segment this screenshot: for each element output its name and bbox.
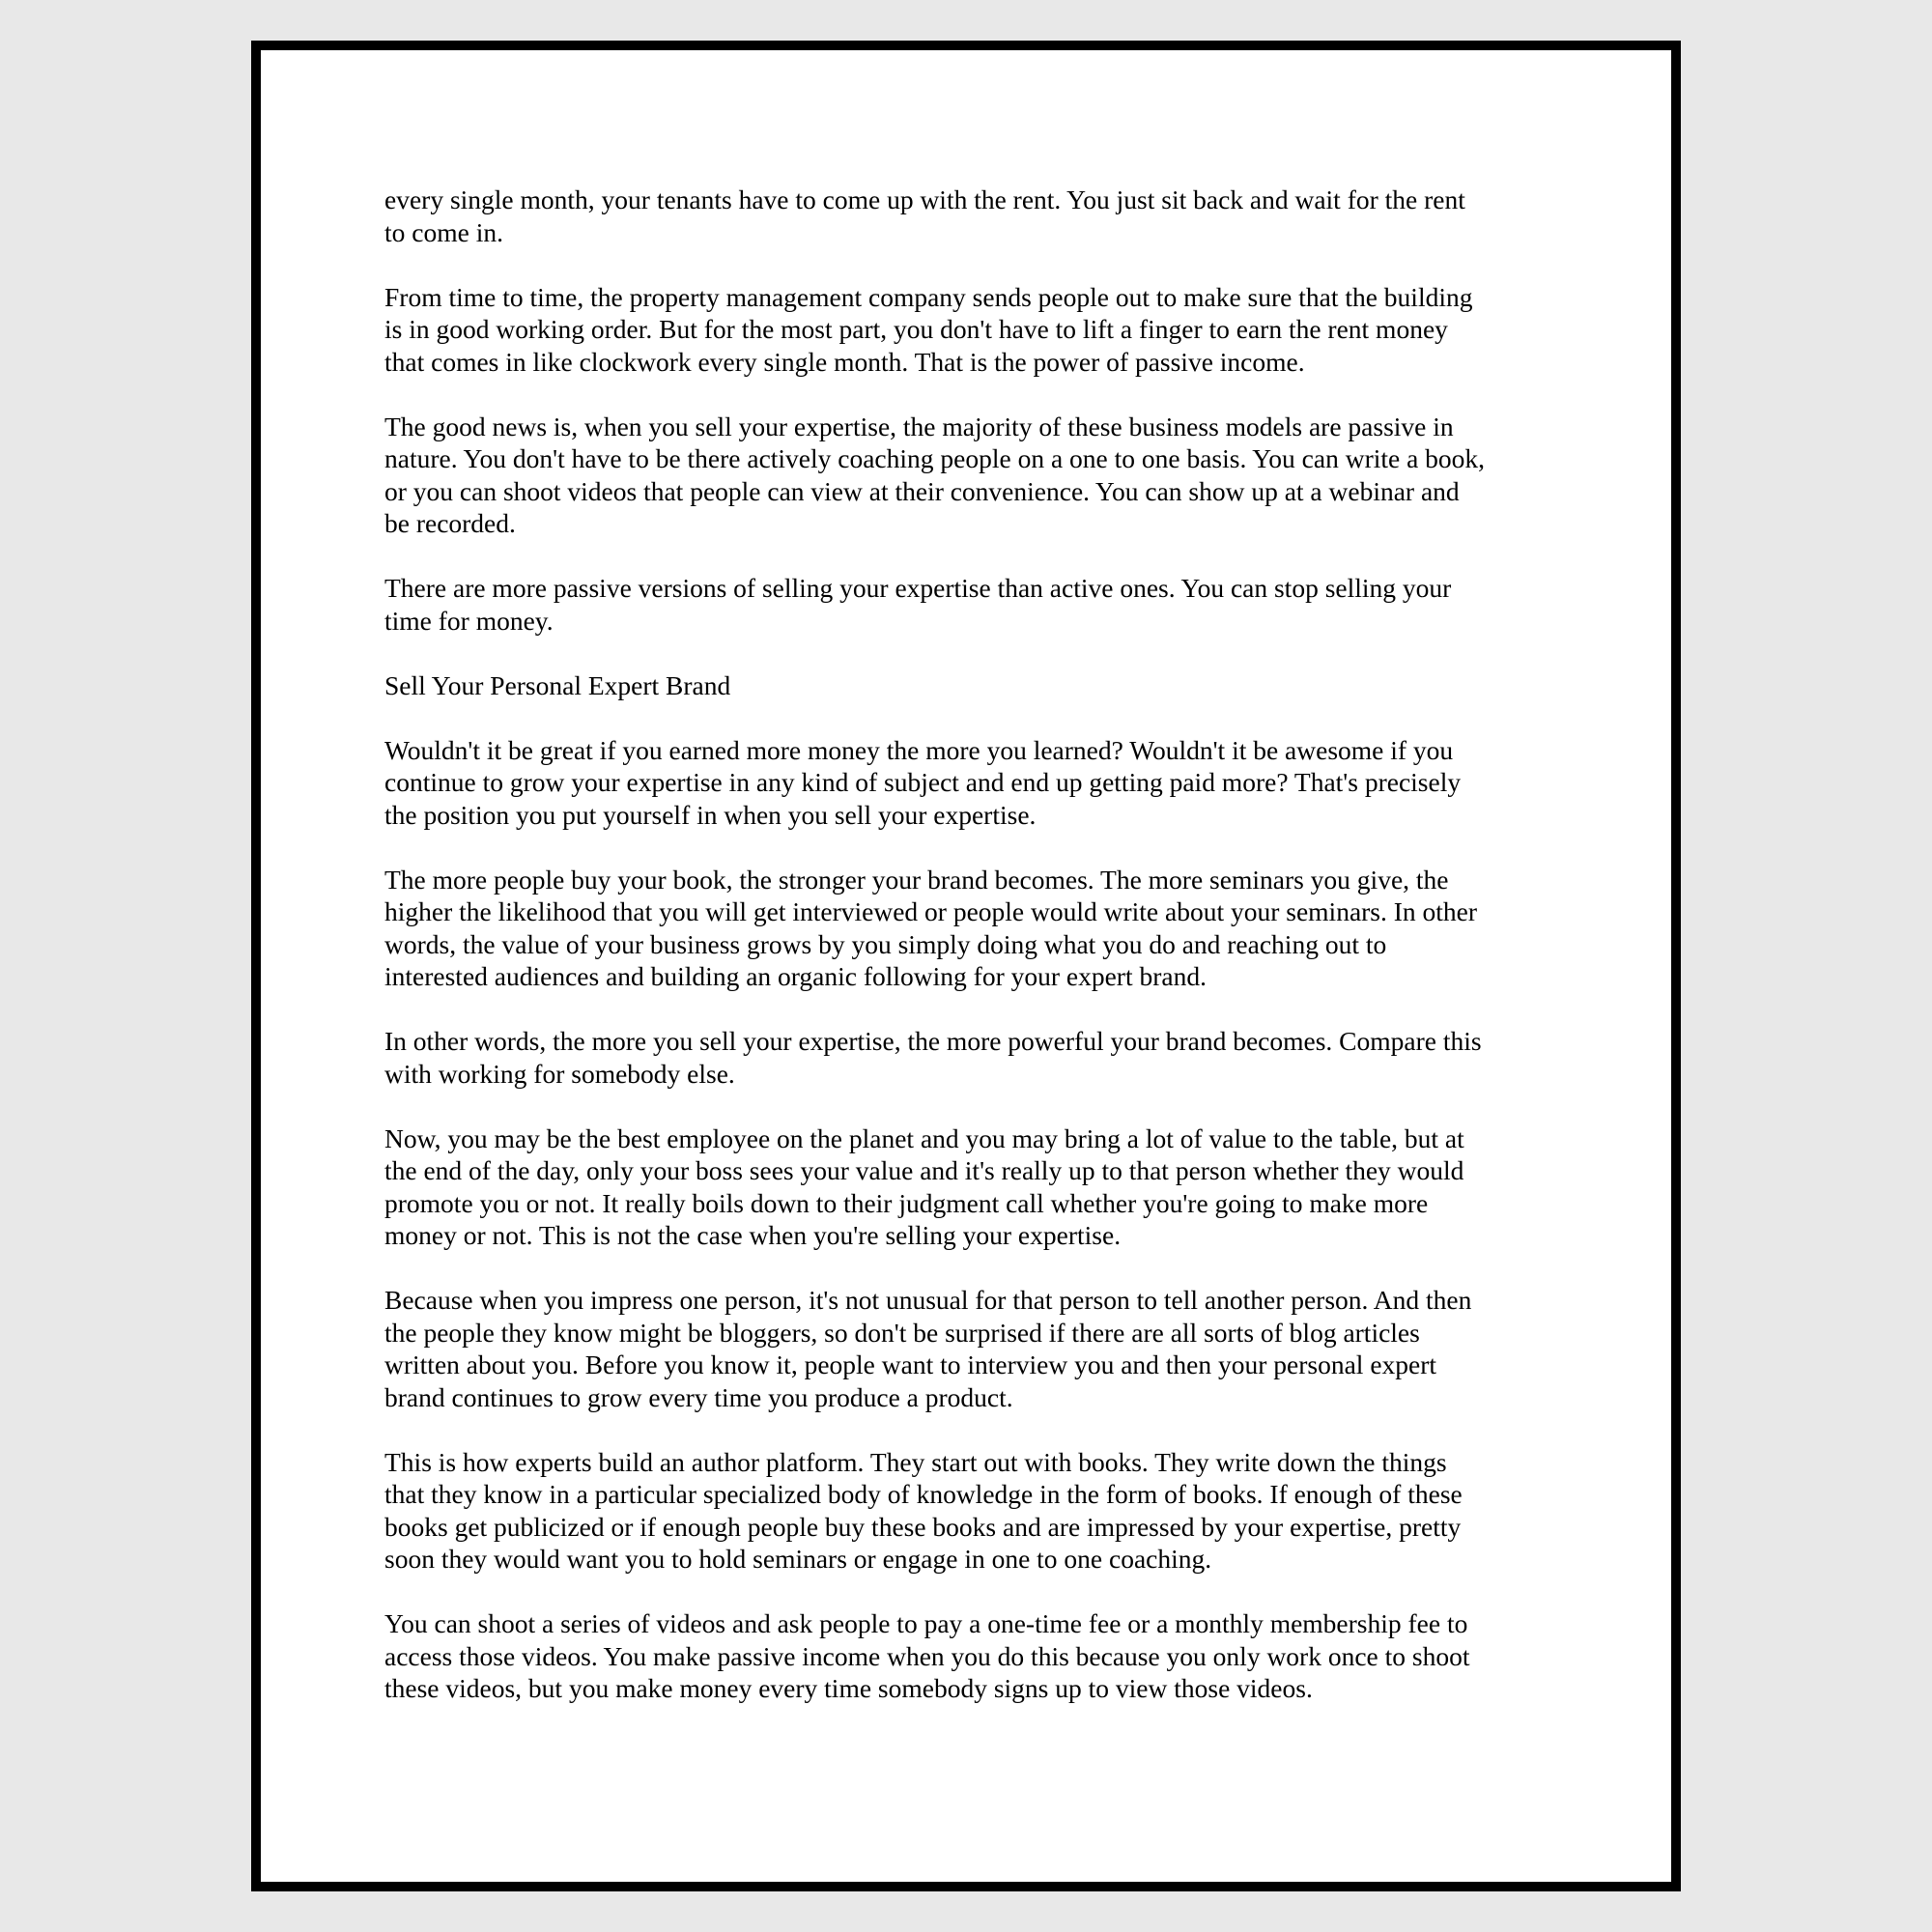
paragraph-4: There are more passive versions of selling your expertise than active ones. You can stop selling your time for money. xyxy=(384,573,1452,636)
paragraph-8: In other words, the more you sell your expertise, the more powerful your brand becomes. Compare this with working for somebody else. xyxy=(384,1026,1482,1089)
paragraph-3: The good news is, when you sell your expertise, the majority of these business models are passive in nature. You don't have to be there actively coaching people on a one to one basis. You can write a book, or you can shoot videos that people can view at their convenience. You can show up at a webinar and be recorded. xyxy=(384,411,1486,538)
paragraph-6: Wouldn't it be great if you earned more money the more you learned? Wouldn't it be awesome if you continue to grow your expertise in any kind of subject and end up getting paid more? That's precisely the position you put yourself in when you sell your expertise. xyxy=(384,734,1462,830)
paragraph-10: Because when you impress one person, it's not unusual for that person to tell another person. And then the people they know might be bloggers, so don't be surprised if there are all sorts of blog articles written about you. Before you know it, people want to interview you and then your personal expert brand continues to grow every time you produce a product. xyxy=(384,1285,1472,1412)
paragraph-9: Now, you may be the best employee on the planet and you may bring a lot of value to the table, but at the end of the day, only your boss sees your value and it's really up to that person whether they would promote you or not. It really boils down to their judgment call whether you're going to make more money or not. This is not the case when you're selling your expertise. xyxy=(384,1122,1464,1250)
paragraph-1: every single month, your tenants have to come up with the rent. You just sit back and wait for the rent to come in. xyxy=(384,185,1465,247)
paragraph-11: This is how experts build an author platform. They start out with books. They write down the things that they know in a particular specialized body of knowledge in the form of books. If enough of these books get publicized or if enough people buy these books and are impressed by your expertise, pretty soon they would want you to hold seminars or engage in one to one coaching. xyxy=(384,1446,1463,1574)
page-body xyxy=(384,184,1553,1737)
paragraph-7: The more people buy your book, the stronger your brand becomes. The more seminars you give, the higher the likelihood that you will get interviewed or people would write about your seminars. In other words, the value of your business grows by you simply doing what you do and reaching out to interested audiences and building an organic following for your expert brand. xyxy=(384,864,1478,991)
document-page xyxy=(251,41,1681,1891)
paragraph-12: You can shoot a series of videos and ask people to pay a one-time fee or a monthly membership fee to access those videos. You make passive income when you do this because you only work once to shoot these videos, but you make money every time somebody signs up to view those videos. xyxy=(384,1608,1470,1703)
paragraph-2: From time to time, the property management company sends people out to make sure that the building is in good working order. But for the most part, you don't have to lift a finger to earn the rent money that comes in like clockwork every single month. That is the power of passive income. xyxy=(384,281,1473,377)
section-heading: Sell Your Personal Expert Brand xyxy=(384,669,731,700)
